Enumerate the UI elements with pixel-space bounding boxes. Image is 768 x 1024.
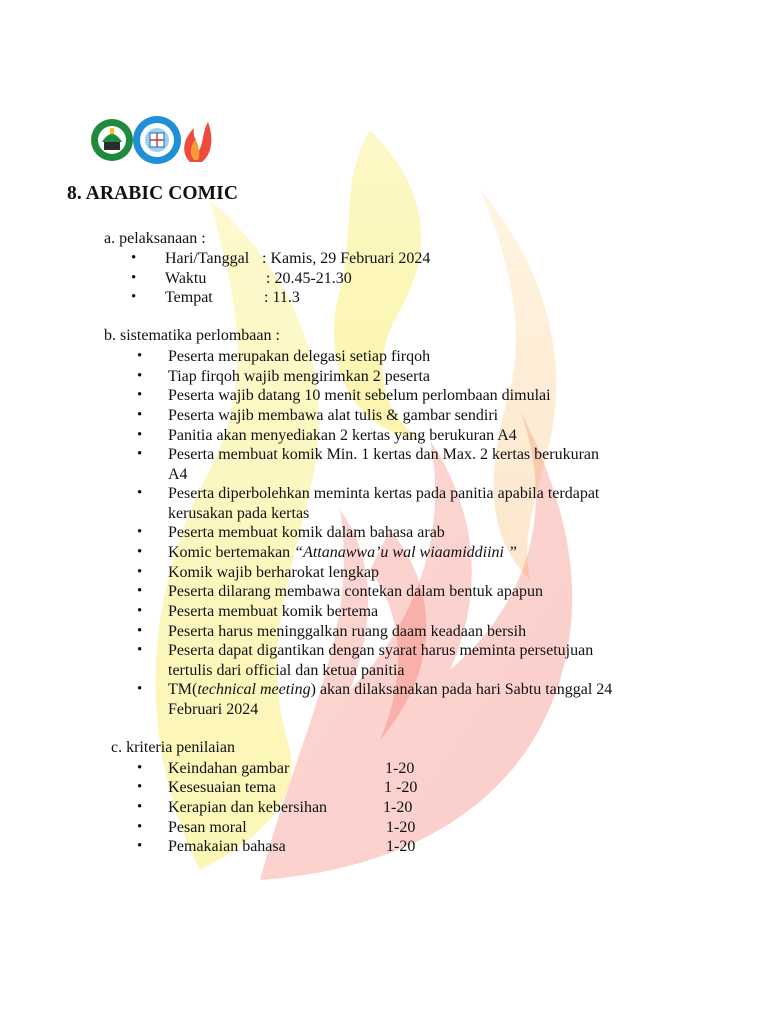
blue-circle-logo <box>133 116 181 164</box>
criteria-score: 1-20 <box>386 819 416 836</box>
list-item: Peserta membuat komik dalam bahasa arab <box>168 524 445 541</box>
list-item: Peserta wajib datang 10 menit sebelum perlombaan dimulai <box>168 387 551 404</box>
tm-prefix: TM( <box>168 681 198 698</box>
list-item: Komik wajib berharokat lengkap <box>168 564 380 581</box>
criteria-label: Kerapian dan kebersihan <box>168 799 328 816</box>
list-item <box>168 680 612 700</box>
list-item: Peserta diperbolehkan meminta kertas pada panitia apabila terdapat <box>168 485 600 502</box>
bullet-icon: • <box>137 583 143 599</box>
bullet-icon: • <box>137 760 143 776</box>
bullet-icon: • <box>137 407 143 423</box>
list-item-continued: Februari 2024 <box>168 701 259 718</box>
criteria-label: Kesesuaian tema <box>168 779 276 796</box>
list-item-continued: tertulis dari official dan ketua panitia <box>168 662 405 679</box>
tm-italic: technical meeting <box>197 681 311 698</box>
bullet-icon: • <box>137 819 143 835</box>
bullet-icon: • <box>137 779 143 795</box>
list-item-continued: kerusakan pada kertas <box>168 505 310 522</box>
list-item-label: Waktu <box>165 270 207 287</box>
criteria-score: 1-20 <box>383 799 413 816</box>
list-item-continued: A4 <box>168 466 188 483</box>
list-item: Peserta merupakan delegasi setiap firqoh <box>168 348 431 365</box>
section-heading: 8. ARABIC COMIC <box>67 183 239 204</box>
list-item: Peserta membuat komik bertema <box>168 603 379 620</box>
list-item-value: : 11.3 <box>264 289 300 306</box>
list-item: Tiap firqoh wajib mengirimkan 2 peserta <box>168 368 431 385</box>
list-item: Peserta membuat komik Min. 1 kertas dan Max. 2 kertas berukuran <box>168 446 599 463</box>
tm-suffix: ) akan dilaksanakan pada hari Sabtu tanggal 24 <box>310 681 613 698</box>
list-item: Peserta harus meninggalkan ruang daam keadaan bersih <box>168 623 527 640</box>
section-b-label: b. sistematika perlombaan : <box>104 327 280 344</box>
criteria-score: 1-20 <box>385 760 415 777</box>
bullet-icon: • <box>137 427 143 443</box>
criteria-label: Pesan moral <box>168 819 247 836</box>
bullet-icon: • <box>137 623 143 639</box>
list-item-label: Hari/Tanggal <box>165 250 250 267</box>
bullet-icon: • <box>131 289 137 305</box>
bullet-icon: • <box>137 603 143 619</box>
section-c-label: c. kriteria penilaian <box>111 739 235 756</box>
bullet-icon: • <box>137 387 143 403</box>
criteria-label: Keindahan gambar <box>168 760 290 777</box>
list-item: Peserta wajib membawa alat tulis & gambar sendiri <box>168 407 499 424</box>
bullet-icon: • <box>137 485 143 501</box>
bullet-icon: • <box>137 368 143 384</box>
bullet-icon: • <box>131 270 137 286</box>
bullet-icon: • <box>137 348 143 364</box>
criteria-score: 1-20 <box>386 838 416 855</box>
bullet-icon: • <box>137 642 143 658</box>
bullet-icon: • <box>137 524 143 540</box>
bullet-icon: • <box>137 544 143 560</box>
bullet-icon: • <box>137 799 143 815</box>
bullet-icon: • <box>137 838 143 854</box>
bullet-icon: • <box>137 564 143 580</box>
bullet-icon: • <box>137 681 143 697</box>
flame-logo <box>184 122 211 162</box>
list-item: Peserta dapat digantikan dengan syarat harus meminta persetujuan <box>168 642 594 659</box>
list-item: Peserta dilarang membawa contekan dalam bentuk apapun <box>168 583 543 600</box>
green-circle-logo <box>91 119 133 161</box>
header-logos <box>90 112 216 168</box>
list-item-value: : 20.45-21.30 <box>266 270 352 287</box>
bullet-icon: • <box>131 250 137 266</box>
criteria-score: 1 -20 <box>384 779 418 796</box>
list-item <box>168 543 517 563</box>
bullet-icon: • <box>137 446 143 462</box>
theme-prefix: Komic bertemakan <box>168 544 291 561</box>
list-item-value: : Kamis, 29 Februari 2024 <box>262 250 431 267</box>
list-item: Panitia akan menyediakan 2 kertas yang berukuran A4 <box>168 427 517 444</box>
theme-title: “Attanawwa’u wal wiaamiddiini ” <box>294 544 517 561</box>
list-item-label: Tempat <box>165 289 213 306</box>
section-a-label: a. pelaksanaan : <box>104 230 206 247</box>
criteria-label: Pemakaian bahasa <box>168 838 286 855</box>
